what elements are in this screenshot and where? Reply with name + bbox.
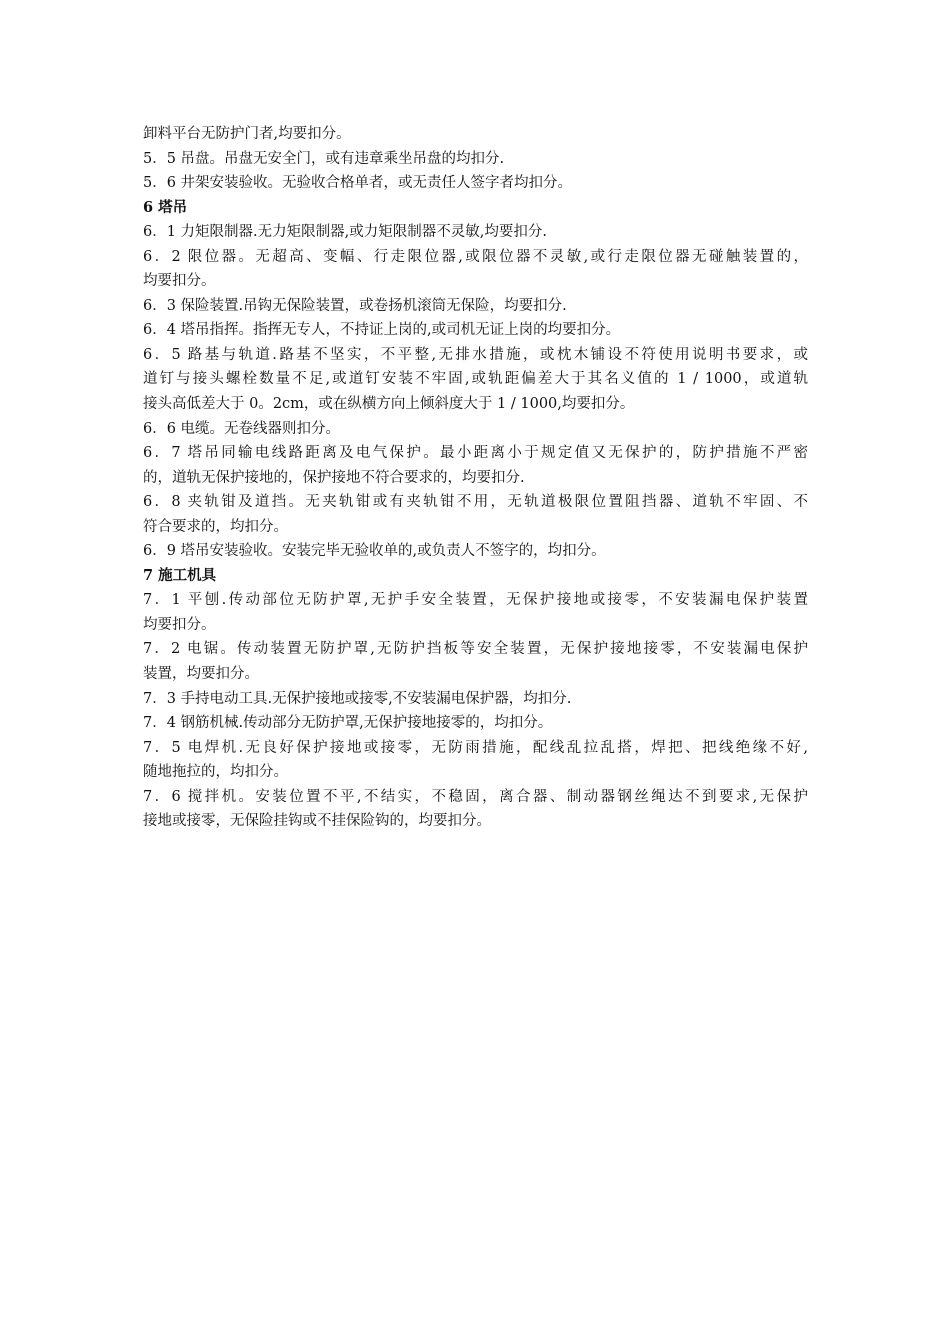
text-line: 7．3 手持电动工具.无保护接地或接零,不安装漏电保护器，均扣分. [143,690,572,707]
text-line: 6．1 力矩限制器.无力矩限制器,或力矩限制器不灵敏,均要扣分. [143,224,547,241]
text-line: 随地拖拉的，均扣分。 [143,764,288,781]
text-line: 符合要求的，均扣分。 [143,518,288,535]
text-line: 均要扣分。 [143,273,216,290]
text-line: 6．6 电缆。无卷线器则扣分。 [143,420,341,437]
text-line: 的，道轨无保护接地的，保护接地不符合要求的，均要扣分. [143,469,525,486]
section-heading: 6 塔吊 [143,198,188,216]
text-line: 卸料平台无防护门者,均要扣分。 [143,126,351,142]
text-line: 均要扣分。 [143,616,216,633]
document-body [143,122,808,834]
text-line: 6．8 夹轨钳及道挡。无夹轨钳或有夹轨钳不用，无轨道极限位置阻挡器、道轨不牢固、不 [143,494,808,511]
text-line: 7．6 搅拌机。安装位置不平,不结实，不稳固，离合器、制动器钢丝绳达不到要求,无保护 [143,788,808,805]
text-line: 5．6 井架安装验收。无验收合格单者，或无责任人签字者均扣分。 [143,175,573,192]
text-line: 道钉与接头螺栓数量不足,或道钉安装不牢固,或轨距偏差大于其名义值的 1 / 1000，或道轨 [143,371,808,388]
text-line: 7．2 电锯。传动装置无防护罩,无防护挡板等安全装置，无保护接地接零，不安装漏电保护 [143,641,808,658]
text-line: 接地或接零，无保险挂钩或不挂保险钩的，均要扣分。 [143,813,491,830]
text-line: 6．5 路基与轨道.路基不坚实，不平整,无排水措施，或枕木铺设不符使用说明书要求，或 [143,346,808,363]
text-line: 6．7 塔吊同输电线路距离及电气保护。最小距离小于规定值又无保护的，防护措施不严密 [143,445,808,462]
text-line: 6．3 保险装置.吊钩无保险装置，或卷扬机滚筒无保险，均要扣分. [143,297,567,314]
text-line: 7．5 电焊机.无良好保护接地或接零，无防雨措施，配线乱拉乱搭，焊把、把线绝缘不好, [143,739,808,756]
text-line: 7．4 钢筋机械.传动部分无防护罩,无保护接地接零的，均扣分。 [143,715,553,732]
section-heading: 7 施工机具 [143,566,217,584]
text-line: 6．9 塔吊安装验收。安装完毕无验收单的,或负责人不签字的，均扣分。 [143,543,606,560]
text-line: 接头高低差大于 0。2cm，或在纵横方向上倾斜度大于 1 / 1000,均要扣分。 [143,396,635,413]
text-line: 7．1 平刨.传动部位无防护罩,无护手安全装置，无保护接地或接零，不安装漏电保护装置 [143,592,808,609]
text-line: 5．5 吊盘。吊盘无安全门，或有违章乘坐吊盘的均扣分. [143,150,505,167]
text-line: 6．4 塔吊指挥。指挥无专人，不持证上岗的,或司机无证上岗的均要扣分。 [143,322,621,339]
text-line: 装置，均要扣分。 [143,666,259,683]
text-line: 6．2 限位器。无超高、变幅、行走限位器,或限位器不灵敏,或行走限位器无碰触装置的， [143,248,808,265]
